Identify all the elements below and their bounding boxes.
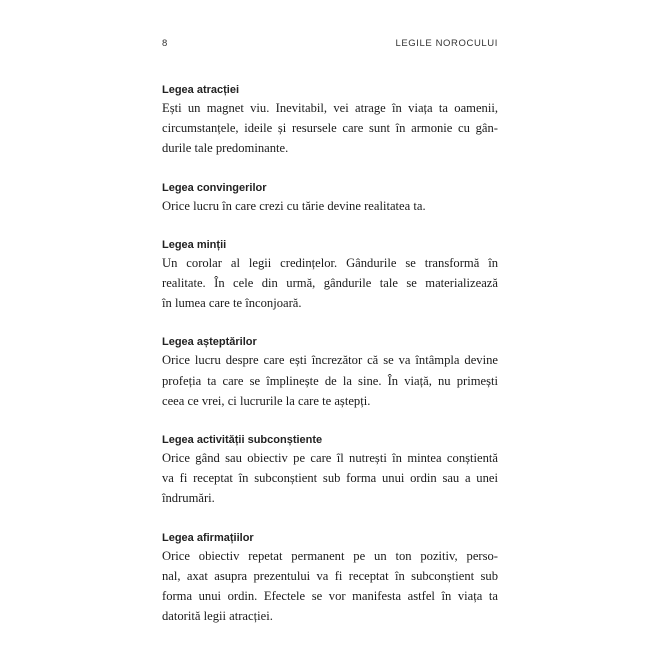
section-body — [162, 98, 498, 159]
text-line: durile tale predominante. — [162, 141, 289, 156]
section-body — [162, 546, 498, 627]
text-line: forma unui ordin. Efectele se vor manifesta astfel în viața ta — [162, 589, 498, 604]
text-line: ceea ce vrei, ci lucrurile la care te aștepți. — [162, 393, 371, 408]
text-line: în lumea care te înconjoară. — [162, 296, 302, 311]
text-line: realitate. În cele din urmă, gândurile tale se materializează — [162, 276, 498, 291]
text-line: Orice gând sau obiectiv pe care îl nutrești în mintea conștientă — [162, 451, 498, 466]
text-line: Orice lucru despre care ești încrezător că se va întâmpla devine — [162, 353, 498, 368]
section-law-attraction — [162, 82, 498, 159]
section-title: Legea minții — [162, 238, 227, 251]
running-header — [162, 38, 498, 49]
text-line: nal, axat asupra prezentului va fi receptat în subconștient sub — [162, 568, 498, 583]
section-title: Legea activității subconștiente — [162, 434, 323, 447]
section-title: Legea atracției — [162, 84, 240, 96]
text-line: Orice lucru în care crezi cu tărie devine realitatea ta. — [162, 198, 426, 213]
section-body — [162, 448, 498, 509]
text-line: va fi receptat în subconștient sub forma unui ordin sau a unei — [162, 471, 498, 486]
section-law-mind — [162, 237, 498, 314]
section-body — [162, 196, 498, 216]
page-number: 8 — [162, 38, 168, 49]
section-title: Legea așteptărilor — [162, 336, 257, 349]
text-line: Ești un magnet viu. Inevitabil, vei atrage în viața ta oamenii, — [162, 101, 498, 115]
section-law-affirmations — [162, 530, 498, 627]
text-line: profeția ta care se împlinește de la sine. În viață, nu primești — [162, 373, 498, 388]
section-law-expectations — [162, 334, 498, 411]
text-line: Un corolar al legii credințelor. Gândurile se transformă în — [162, 255, 498, 270]
text-line: circumstanțele, ideile și resursele care sunt în armonie cu gân- — [162, 121, 498, 136]
text-line: Orice obiectiv repetat permanent pe un ton pozitiv, perso- — [162, 548, 498, 563]
text-line: datorită legii atracției. — [162, 609, 273, 624]
running-title: LEGILE NOROCULUI — [395, 38, 498, 49]
section-law-subconscious — [162, 432, 498, 509]
section-title: Legea convingerilor — [162, 181, 267, 194]
page-content — [162, 82, 498, 647]
section-body — [162, 350, 498, 411]
section-body — [162, 253, 498, 314]
text-line: îndrumări. — [162, 491, 215, 506]
section-title: Legea afirmațiilor — [162, 531, 254, 544]
section-law-beliefs — [162, 180, 498, 216]
